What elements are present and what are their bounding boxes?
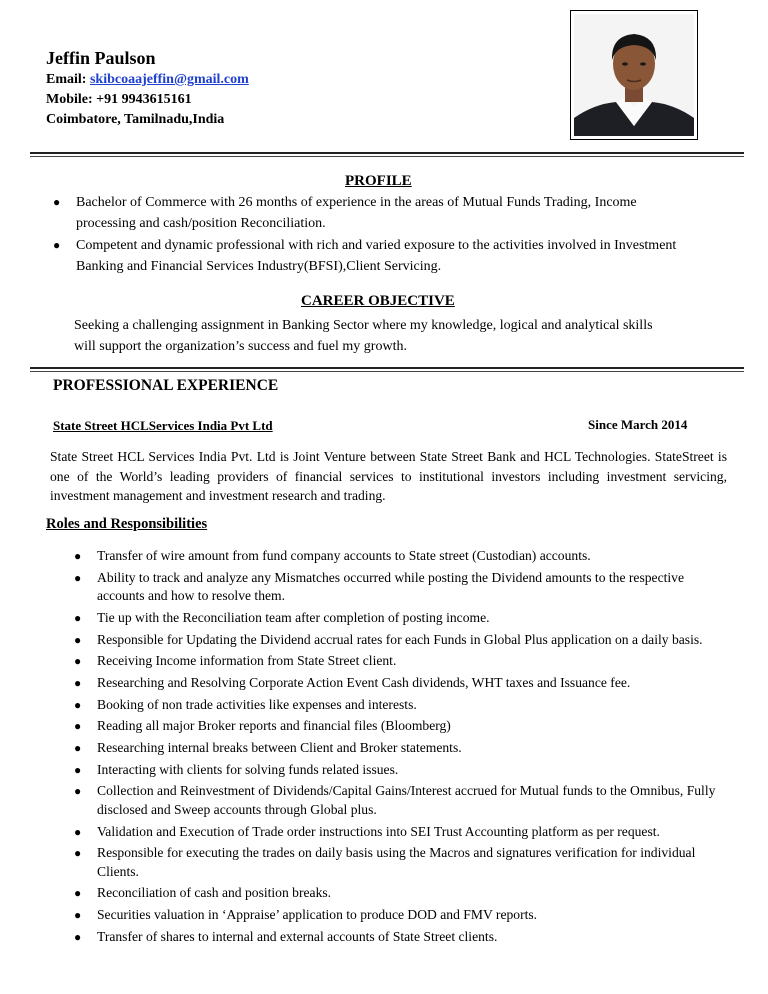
list-item: ● Tie up with the Reconciliation team after completion of posting income.: [71, 609, 721, 628]
bullet-icon: ●: [53, 195, 61, 209]
profile-list: [50, 192, 690, 278]
section-divider: [30, 367, 744, 369]
bullet-icon: ●: [74, 824, 82, 839]
header-divider: [30, 152, 744, 154]
email-line: [46, 72, 249, 88]
list-item: ● Bachelor of Commerce with 26 months of experience in the areas of Mutual Funds Trading, Income processing and cash/position Reconciliation.: [50, 192, 690, 234]
mobile-line: Mobile: +91 9943615161: [46, 92, 192, 107]
bullet-icon: ●: [74, 784, 82, 799]
portrait-image: [574, 14, 694, 136]
bullet-icon: ●: [74, 570, 82, 585]
list-item: ● Responsible for Updating the Dividend accrual rates for each Funds in Global Plus application on a daily basis.: [71, 631, 721, 650]
bullet-icon: ●: [74, 610, 82, 625]
candidate-name: Jeffin Paulson: [46, 48, 156, 68]
bullet-icon: ●: [74, 762, 82, 777]
company-name: State Street HCLServices India Pvt Ltd: [53, 418, 273, 433]
list-item: ● Validation and Execution of Trade order instructions into SEI Trust Accounting platform as per request.: [71, 823, 721, 842]
section-divider-line: [30, 371, 744, 372]
bullet-icon: ●: [74, 929, 82, 944]
list-item: ● Collection and Reinvestment of Dividends/Capital Gains/Interest accrued for Mutual funds to the Omnibus, Fully disclosed and Sweep accounts through Global plus.: [74, 783, 716, 817]
bullet-icon: ●: [74, 632, 82, 647]
roles-list: [71, 547, 721, 946]
bullet-icon: ●: [74, 549, 82, 563]
bullet-icon: ●: [53, 238, 61, 252]
list-item: ● Responsible for executing the trades on daily basis using the Macros and signatures verification for individual Clients.: [74, 845, 696, 879]
list-item: ● Transfer of shares to internal and external accounts of State Street clients.: [71, 928, 721, 947]
employment-since: Since March 2014: [588, 417, 688, 432]
company-description: State Street HCL Services India Pvt. Ltd is Joint Venture between State Street Bank and HCL Technologies. StateStreet is one of the World’s leading providers of financial services to institutional investors including investment servicing, investment management and investment research and trading.: [50, 449, 727, 503]
list-item: ● Booking of non trade activities like expenses and interests.: [71, 696, 721, 715]
list-item: ● Receiving Income information from State Street client.: [71, 652, 721, 671]
bullet-icon: ●: [74, 908, 82, 923]
bullet-icon: ●: [74, 719, 82, 734]
roles-heading: Roles and Responsibilities: [46, 516, 208, 532]
career-objective-text: Seeking a challenging assignment in Banking Sector where my knowledge, logical and analytical skills will support the organization’s success and fuel my growth.: [74, 318, 653, 354]
bullet-icon: ●: [74, 654, 82, 669]
bullet-icon: ●: [74, 697, 82, 712]
list-item: ● Researching and Resolving Corporate Action Event Cash dividends, WHT taxes and Issuance fee.: [71, 674, 637, 693]
header-divider-line: [30, 156, 744, 157]
list-item: ● Interacting with clients for solving funds related issues.: [71, 761, 721, 780]
list-item: ● Transfer of wire amount from fund company accounts to State street (Custodian) accounts.: [71, 547, 721, 566]
list-item: ● Securities valuation in ‘Appraise’ application to produce DOD and FMV reports.: [71, 906, 721, 925]
profile-photo: [570, 10, 698, 140]
bullet-icon: ●: [74, 741, 82, 755]
bullet-icon: ●: [74, 846, 82, 861]
list-item: ● Reading all major Broker reports and financial files (Bloomberg): [71, 717, 721, 736]
list-item: ● Reconciliation of cash and position breaks.: [71, 884, 721, 903]
profile-heading: PROFILE: [345, 173, 412, 189]
bullet-icon: ●: [74, 675, 82, 690]
list-item: ● Competent and dynamic professional with rich and varied exposure to the activities involved in Investment Banking and Financial Services Industry(BFSI),Client Servicing.: [50, 235, 690, 277]
experience-heading: PROFESSIONAL EXPERIENCE: [53, 377, 279, 394]
list-item: ● Ability to track and analyze any Mismatches occurred while posting the Dividend amounts to the respective accounts and how to resolve them.: [74, 569, 685, 604]
bullet-icon: ●: [74, 886, 82, 901]
career-objective-heading: CAREER OBJECTIVE: [301, 293, 455, 309]
location-line: Coimbatore, Tamilnadu,India: [46, 112, 225, 127]
email-label: Email:: [46, 72, 87, 87]
email-link[interactable]: skibcoaajeffin@gmail.com: [89, 72, 249, 87]
list-item: ● Researching internal breaks between Client and Broker statements.: [71, 739, 721, 758]
